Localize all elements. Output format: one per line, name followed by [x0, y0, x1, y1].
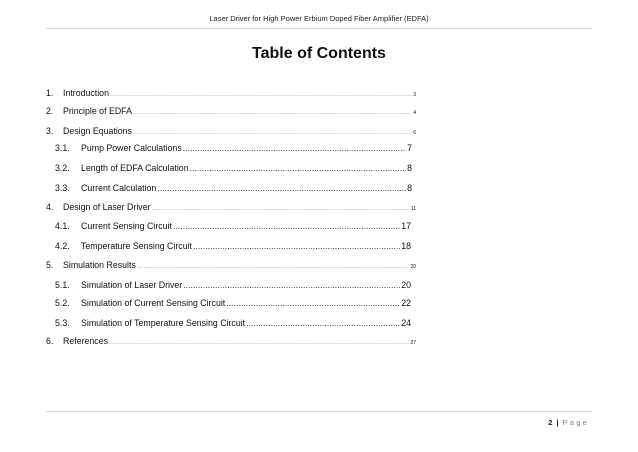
- toc-entry-label: References: [63, 336, 108, 346]
- toc-entry[interactable]: [55, 241, 411, 251]
- toc-entry-page: 3: [413, 92, 416, 98]
- toc-entry-number: 5.: [46, 260, 54, 270]
- toc-dot-leader: [246, 318, 400, 328]
- toc-entry-label: Principle of EDFA: [63, 106, 132, 116]
- toc-entry-label: Temperature Sensing Circuit: [81, 241, 192, 251]
- toc-dot-leader: [133, 110, 412, 115]
- page-number: 2: [548, 418, 553, 427]
- toc-entry-page: 7: [407, 143, 412, 153]
- toc-dot-leader: [183, 143, 406, 153]
- toc-entry-number: 5.2.: [55, 298, 70, 308]
- toc-entry-label: Simulation of Current Sensing Circuit: [81, 298, 226, 308]
- toc-entry[interactable]: [55, 318, 411, 328]
- toc-dot-leader: [226, 298, 400, 308]
- toc-entry-number: 5.1.: [55, 280, 70, 290]
- toc-entry-number: 3.2.: [55, 163, 70, 173]
- toc-dot-leader: [152, 206, 410, 211]
- toc-dot-leader: [190, 163, 407, 173]
- toc-entry-label: Current Sensing Circuit: [81, 221, 172, 231]
- toc-entry-page: 22: [401, 298, 411, 308]
- toc-entry-page: 6: [413, 130, 416, 136]
- toc-entry-number: 3.: [46, 126, 54, 136]
- toc-entry-number: 4.: [46, 202, 54, 212]
- toc-entry[interactable]: [55, 143, 412, 153]
- page-footer: [548, 418, 589, 427]
- toc-entry[interactable]: [46, 106, 416, 116]
- toc-entry-number: 4.2.: [55, 241, 70, 251]
- toc-dot-leader: [157, 183, 406, 193]
- page-title: Table of Contents: [252, 45, 386, 62]
- toc-entry-number: 3.3.: [55, 183, 70, 193]
- toc-entry[interactable]: [55, 298, 411, 308]
- toc-entry-page: 24: [401, 318, 411, 328]
- toc-entry[interactable]: [55, 280, 411, 290]
- toc-entry[interactable]: [46, 202, 416, 212]
- toc-entry-page: 20: [410, 264, 416, 270]
- toc-entry[interactable]: [46, 260, 416, 270]
- toc-dot-leader: [133, 130, 412, 135]
- toc-entry-page: 20: [401, 280, 411, 290]
- toc-entry-page: 18: [401, 241, 411, 251]
- toc-entry-page: 8: [407, 163, 412, 173]
- footer-divider: [46, 411, 592, 412]
- toc-entry-label: Introduction: [63, 88, 109, 98]
- toc-entry-label: Design of Laser Driver: [63, 202, 151, 212]
- toc-dot-leader: [110, 92, 412, 97]
- toc-entry-label: Current Calculation: [81, 183, 157, 193]
- toc-entry-label: Simulation Results: [63, 260, 136, 270]
- toc-entry[interactable]: [55, 183, 412, 193]
- toc-entry-label: Design Equations: [63, 126, 132, 136]
- toc-entry[interactable]: [55, 221, 411, 231]
- toc-entry[interactable]: [55, 163, 412, 173]
- footer-separator: |: [556, 418, 559, 427]
- toc-dot-leader: [183, 280, 400, 290]
- toc-dot-leader: [173, 221, 400, 231]
- toc-dot-leader: [137, 264, 410, 269]
- toc-entry-label: Pump Power Calculations: [81, 143, 182, 153]
- toc-entry[interactable]: [46, 336, 416, 346]
- toc-entry-number: 3.1.: [55, 143, 70, 153]
- toc-entry-number: 6.: [46, 336, 54, 346]
- toc-entry-label: Length of EDFA Calculation: [81, 163, 189, 173]
- toc-entry[interactable]: [46, 88, 416, 98]
- toc-entry-page: 11: [410, 206, 416, 212]
- toc-entry-number: 4.1.: [55, 221, 70, 231]
- toc-entry-page: 27: [410, 340, 416, 346]
- running-header: Laser Driver for High Power Erbium Doped Fiber Amplifier (EDFA): [209, 14, 429, 23]
- toc-entry-number: 2.: [46, 106, 54, 116]
- toc-dot-leader: [109, 340, 409, 345]
- toc-entry-page: 8: [407, 183, 412, 193]
- header-divider: [46, 28, 592, 29]
- toc-entry[interactable]: [46, 126, 416, 136]
- toc-entry-page: 4: [413, 110, 416, 116]
- toc-entry-number: 1.: [46, 88, 54, 98]
- toc-entry-page: 17: [401, 221, 411, 231]
- page-label: Page: [562, 418, 589, 427]
- toc-entry-number: 5.3.: [55, 318, 70, 328]
- toc-entry-label: Simulation of Laser Driver: [81, 280, 183, 290]
- toc-dot-leader: [193, 241, 400, 251]
- toc-entry-label: Simulation of Temperature Sensing Circuit: [81, 318, 246, 328]
